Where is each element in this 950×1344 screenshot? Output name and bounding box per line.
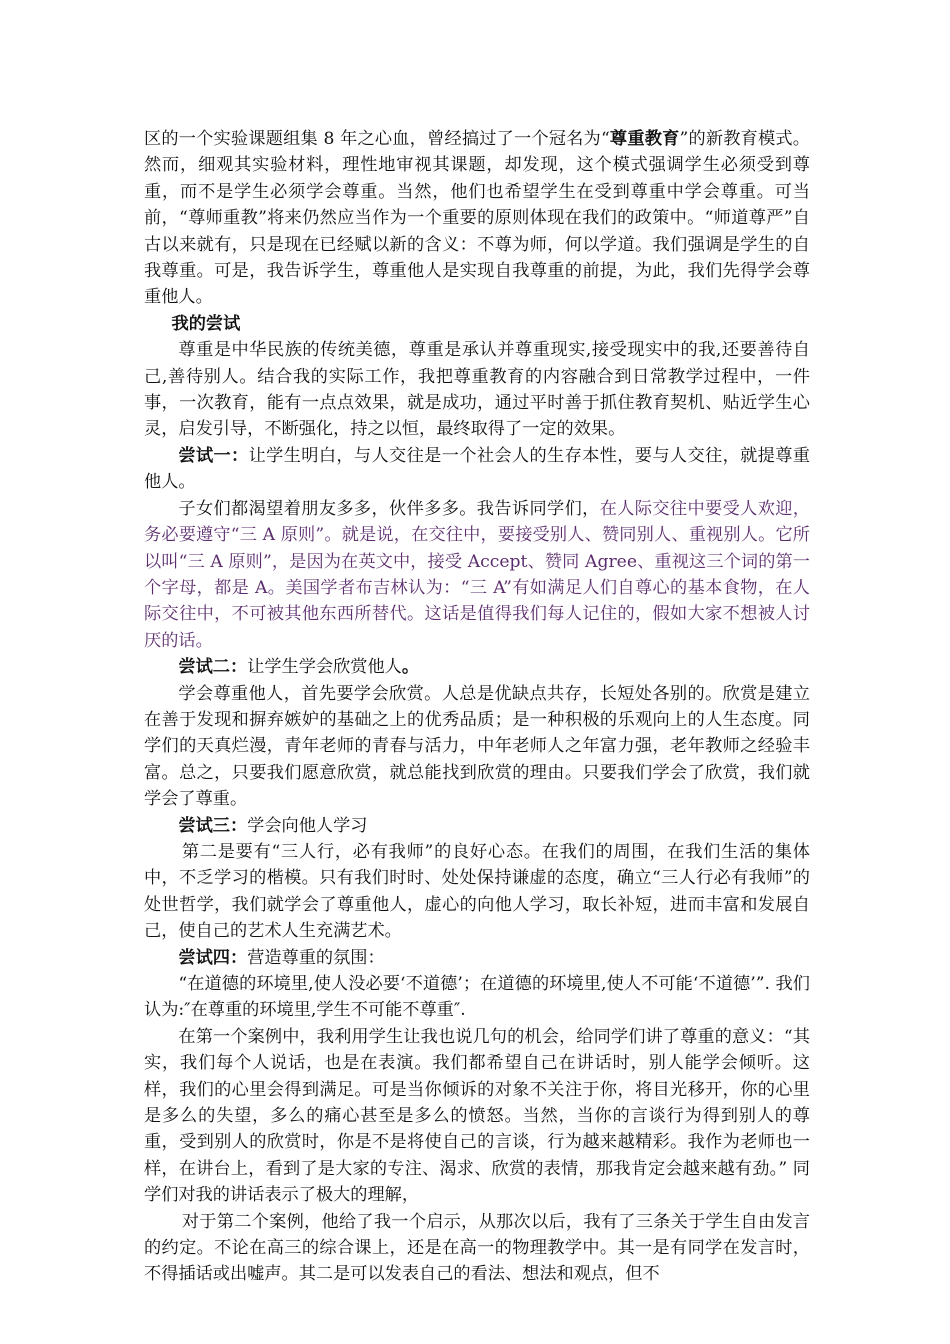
attempt-two-label: 尝试二： — [178, 657, 248, 678]
attempt-one: 尝试一：让学生明白，与人交往是一个社会人的生存本性，要与人交往，就提尊重他人。 — [144, 445, 810, 493]
paragraph-case-one: 在第一个案例中，我利用学生让我也说几句的机会，给同学们讲了尊重的意义：“其实，我们每个人说话，也是在表演。我们都希望自己在讲话时，别人能学会倾听。这样，我们的心里会得到满足。可是当你倾诉的对象不关注于你，将目光移开，你的心里是多么的失望，多么的痛心甚至是多么的愤怒。当然，当你的言谈行为得到别人的尊重，受到别人的欣赏时，你是不是将使自己的言谈，行为越来越精彩。我作为老师也一样，在讲台上，看到了是大家的专注、渴求、欣赏的表情，那我肯定会越来越有劲。” 同学们对我的讲话表示了极大的理解， — [144, 1026, 810, 1206]
attempt-four: 尝试四：营造尊重的氛围： — [178, 947, 385, 968]
paragraph-quote: “在道德的环境里,使人没必要‘不道德’；在道德的环境里,使人不可能‘不道德’”. 我们认为:″在尊重的环境里,学生不可能不尊重″. — [144, 974, 810, 1021]
paragraph-intro: 区的一个实验课题组集 8 年之心血，曾经搞过了一个冠名为“尊重教育”的新教育模式。然而，细观其实验材料，理性地审视其课题，却发现，这个模式强调学生必须受到尊重，而不是学生必须学会尊重。当然，他们也希望学生在受到尊重中学会尊重。可当前，“尊师重教”将来仍然应当作为一个重要的原则体现在我们的政策中。“师道尊严”自古以来就有，只是现在已经赋以新的含义：不尊为师，何以学道。我们强调是学生的自我尊重。可是，我告诉学生，尊重他人是实现自我尊重的前提，为此，我们先得学会尊重他人。 — [144, 129, 810, 308]
paragraph-appreciation: 学会尊重他人，首先要学会欣赏。人总是优缺点共存，长短处各别的。欣赏是建立在善于发现和摒弃嫉妒的基础之上的优秀品质；是一种积极的乐观向上的人生态度。同学们的天真烂漫，青年老师的青春与活力，中年老师人之年富力强，老年教师之经验丰富。总之，只要我们愿意欣赏，就总能找到欣赏的理由。只要我们学会了欣赏，我们就学会了尊重。 — [144, 683, 810, 810]
attempt-three: 尝试三：学会向他人学习 — [178, 815, 368, 836]
attempt-one-label: 尝试一： — [178, 445, 249, 466]
paragraph-attempt-intro: 尊重是中华民族的传统美德，尊重是承认并尊重现实,接受现实中的我,还要善待自己,善待别人。结合我的实际工作，我把尊重教育的内容融合到日常教学过程中，一件事，一次教育，能有一点点效果，就是成功，通过平时善于抓住教育契机、贴近学生心灵，启发引导，不断强化，持之以恒，最终取得了一定的效果。 — [144, 340, 810, 440]
bold-term: 尊重教育 — [609, 129, 680, 149]
highlighted-text: 在人际交往中要受人欢迎，务必要遵守“三 A 原则”。就是说，在交往中，要接受别人、赞同别人、重视别人。它所以叫“三 A 原则”，是因为在英文中，接受 Accept、赞同 Agree、重视这三个词的第一个字母，都是 A。美国学者布吉林认为：“三 A”有如满足人们自尊心的基本食物，在人际交往中，不可被其他东西所替代。这话是值得我们每人记住的，假如大家不想被人讨厌的话。 — [144, 498, 810, 651]
paragraph-three-a: 子女们都渴望着朋友多多，伙伴多多。我告诉同学们，在人际交往中要受人欢迎，务必要遵守“三 A 原则”。就是说，在交往中，要接受别人、赞同别人、重视别人。它所以叫“三 A 原则”，是因为在英文中，接受 Accept、赞同 Agree、重视这三个词的第一个字母，都是 A。美国学者布吉林认为：“三 A”有如满足人们自尊心的基本食物，在人际交往中，不可被其他东西所替代。这话是值得我们每人记住的，假如大家不想被人讨厌的话。 — [144, 498, 810, 651]
section-heading: 我的尝试 — [171, 313, 241, 334]
paragraph-learning: 第二是要有“三人行，必有我师”的良好心态。在我们的周围，在我们生活的集体中，不乏学习的楷模。只有我们时时、处处保持谦虚的态度，确立“三人行必有我师”的处世哲学，我们就学会了尊重他人，虚心的向他人学习，取长补短，进而丰富和发展自己，使自己的艺术人生充满艺术。 — [144, 841, 810, 942]
attempt-two: 尝试二：让学生学会欣赏他人。 — [178, 657, 420, 678]
document-page — [144, 126, 810, 1288]
attempt-three-label: 尝试三： — [178, 815, 248, 836]
paragraph-case-two: 对于第二个案例，他给了我一个启示，从那次以后，我有了三条关于学生自由发言的约定。不论在高三的综合课上，还是在高一的物理教学中。其一是有同学在发言时，不得插话或出嘘声。其二是可以发表自己的看法、想法和观点，但不 — [144, 1211, 810, 1285]
attempt-four-label: 尝试四： — [178, 947, 248, 968]
